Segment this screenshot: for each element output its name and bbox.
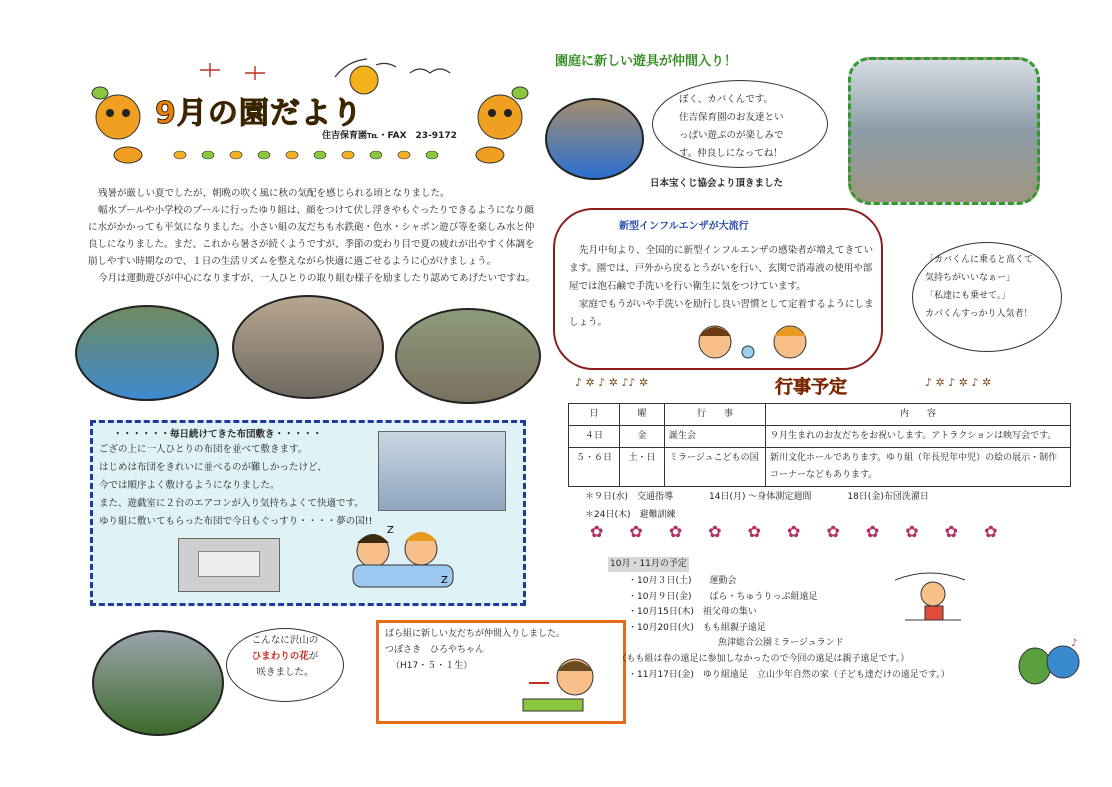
intro-text	[88, 185, 543, 287]
contact-info: 住吉保育園℡・FAX 23-9172	[322, 131, 457, 141]
donor-note: 日本宝くじ協会より頂きました	[650, 178, 784, 189]
photo-pool-play	[75, 305, 219, 401]
playground-heading: 園庭に新しい遊具が仲間入り！	[555, 54, 738, 69]
schedule-note: ＊９日(水) 交通指導 14日(月) ～身体測定週間 18日(金)布団洗濯日	[585, 492, 929, 502]
kids-comment-line: 気持ちがいいなぁー」	[925, 273, 1016, 283]
list-item: ・10月３日(土) 運動会	[628, 576, 737, 586]
futon-line: ゆり組に敷いてもらった布団で今日もぐっすり・・・・夢の国!!	[99, 516, 373, 527]
sunflower-line	[227, 649, 343, 665]
table-header-row	[569, 404, 1071, 426]
futon-line: はじめは布団をきれいに並べるのが難しかったけど、	[99, 462, 328, 473]
column-header: 日	[569, 404, 620, 426]
svg-text:Z: Z	[441, 575, 448, 586]
new-friend-birthdate: （H17・５・１生）	[391, 661, 473, 671]
kids-comment-line: 「カバくんに乗ると高くて	[925, 255, 1034, 265]
new-friend-line: ばら組に新しい友だちが仲間入りしました。	[385, 629, 566, 639]
kids-comment-line: カバくんすっかり人気者！	[925, 309, 1033, 319]
flu-paragraph: 先月中旬より、全国的に新型インフルエンザの感染者が増えてきています。園では、戸外から戻るとうがいを行い、玄関で消毒液の使用や部屋では泡石鹸で手洗いを行い衛生に気をつけています。	[569, 245, 874, 292]
futon-line: ござの上に一人ひとりの布団を並べて敷きます。	[99, 444, 308, 455]
cell-date: ４日	[569, 426, 620, 448]
column-header: 内 容	[766, 404, 1071, 426]
photo-air-conditioner	[178, 538, 280, 592]
cell-day: 土・日	[620, 448, 665, 487]
photo-sunflowers	[92, 630, 224, 736]
sunflower-line: 咲きました。	[256, 667, 314, 678]
hippo-speech-line: 住吉保育園のお友達とい	[679, 112, 784, 123]
photo-futon-room	[378, 431, 506, 511]
running-child-icon	[895, 568, 965, 626]
intro-paragraph: 幅水プールや小学校のプールに行ったゆり組は、顔をつけて伏し浮きやもぐったりできるようになり顔に水がかかっても平気になりました。小さい組の友だちも水鉄砲・色水・シャボン遊び等を楽しみ水と仲良しになりました。まだ、これから暑さが続くようですが、季節の変わり目で夏の疲れが出やすく体調を崩しやすい時期なので、１日の生活リズムを整えながら快適に過ごせるように心がけましょう。	[88, 205, 535, 267]
cell-detail: ９月生まれのお友だちをお祝いします。アトラクションは映写会です。	[766, 426, 1071, 448]
future-plans-list	[568, 574, 1048, 683]
list-item: （もも組は春の遠足に参加しなかったので今回の遠足は親子遠足です。）	[568, 653, 910, 664]
schedule-table	[568, 403, 1071, 487]
future-plans-heading: 10月・11月の予定	[608, 557, 689, 572]
cell-detail: 新川文化ホールであります。ゆり組（年長児年中児）の絵の展示・制作コーナーなどもあります。	[766, 448, 1071, 487]
table-row	[569, 426, 1071, 448]
animal-band-icon	[1015, 636, 1085, 692]
cell-event: ミラージュこどもの国	[665, 448, 766, 487]
futon-line: 今では順序よく敷けるようになりました。	[99, 480, 280, 491]
hippo-speech-bubble	[652, 80, 828, 168]
flu-section	[553, 208, 883, 370]
flower-border-icon: ✿✿✿✿✿✿✿✿✿✿✿	[590, 522, 1024, 541]
list-item: ・10月15日(木) 祖父母の集い	[628, 607, 757, 618]
table-row	[569, 448, 1071, 487]
cell-day: 金	[620, 426, 665, 448]
flu-paragraph: 家庭でもうがいや手洗いを励行し良い習慣として定着するようにしましょう。	[569, 299, 874, 328]
hippo-speech-line: ぼく、カバくんです。	[679, 94, 774, 105]
kids-comment-line: 「私達にも乗せて。」	[925, 291, 1011, 301]
cell-date: ５・６日	[569, 448, 620, 487]
list-item: ・11月17日(金) ゆり組遠足 立山少年自然の家（子ども達だけの遠足です。）	[628, 669, 950, 680]
photo-hippo-toy	[545, 98, 644, 180]
column-header: 曜	[620, 404, 665, 426]
column-header: 行 事	[665, 404, 766, 426]
cell-event: 誕生会	[665, 426, 766, 448]
svg-text:Z: Z	[387, 525, 394, 536]
hippo-speech-line: っぱい遊ぶのが楽しみで	[679, 130, 784, 141]
photo-kids-hippo	[848, 57, 1040, 205]
photo-outdoor-water	[395, 308, 541, 404]
list-item: ・10月20日(火) もも組親子遠足	[628, 622, 766, 633]
list-item: 魚津総合公園ミラージュランド	[628, 638, 844, 649]
handwashing-kids-icon	[690, 322, 825, 364]
sunflower-particle: が	[308, 651, 319, 662]
futon-line: また、遊戯室に２台のエアコンが入り気持ちよくて快適です。	[99, 498, 364, 509]
svg-text:♪: ♪	[1071, 638, 1078, 649]
schedule-note: ＊24日(木) 避難訓練	[585, 510, 676, 520]
flu-body	[569, 242, 874, 332]
kids-comments-bubble	[912, 242, 1062, 352]
flu-heading: 新型インフルエンザが大流行	[619, 221, 749, 232]
sunflower-highlight: ひまわりの花	[251, 651, 309, 662]
list-item: ・10月９日(金) ばら・ちゅうりっぷ組遠足	[628, 591, 818, 602]
intro-paragraph: 今月は運動遊びが中心になりますが、一人ひとりの取り組む様子を励ましたり認めてあげたいですね。	[98, 273, 536, 284]
insect-border-right-icon: ♪ ✲ ♪ ✲ ♪ ✲	[925, 376, 992, 389]
sunflower-message	[226, 628, 344, 702]
new-friend-box	[376, 620, 626, 724]
page-title: 9月の園だより	[155, 96, 363, 131]
hippo-speech-line: す。仲良しになってね！	[679, 148, 783, 159]
futon-heading: ・・・・・・毎日続けてきた布団敷き・・・・・	[113, 429, 323, 440]
schedule-heading: 行事予定	[775, 377, 847, 398]
sleeping-children-icon	[343, 521, 463, 593]
photo-water-play	[232, 295, 384, 399]
futon-section	[90, 420, 526, 606]
new-friend-name: つぼさき ひろやちゃん	[385, 645, 485, 655]
intro-paragraph: 残暑が厳しい夏でしたが、朝晩の吹く風に秋の気配を感じられる頃となりました。	[98, 188, 450, 199]
insect-border-left-icon: ♪ ✲ ♪ ✲ ♪♪ ✲	[575, 376, 649, 389]
sunflower-line: こんなに沢山の	[251, 635, 319, 646]
